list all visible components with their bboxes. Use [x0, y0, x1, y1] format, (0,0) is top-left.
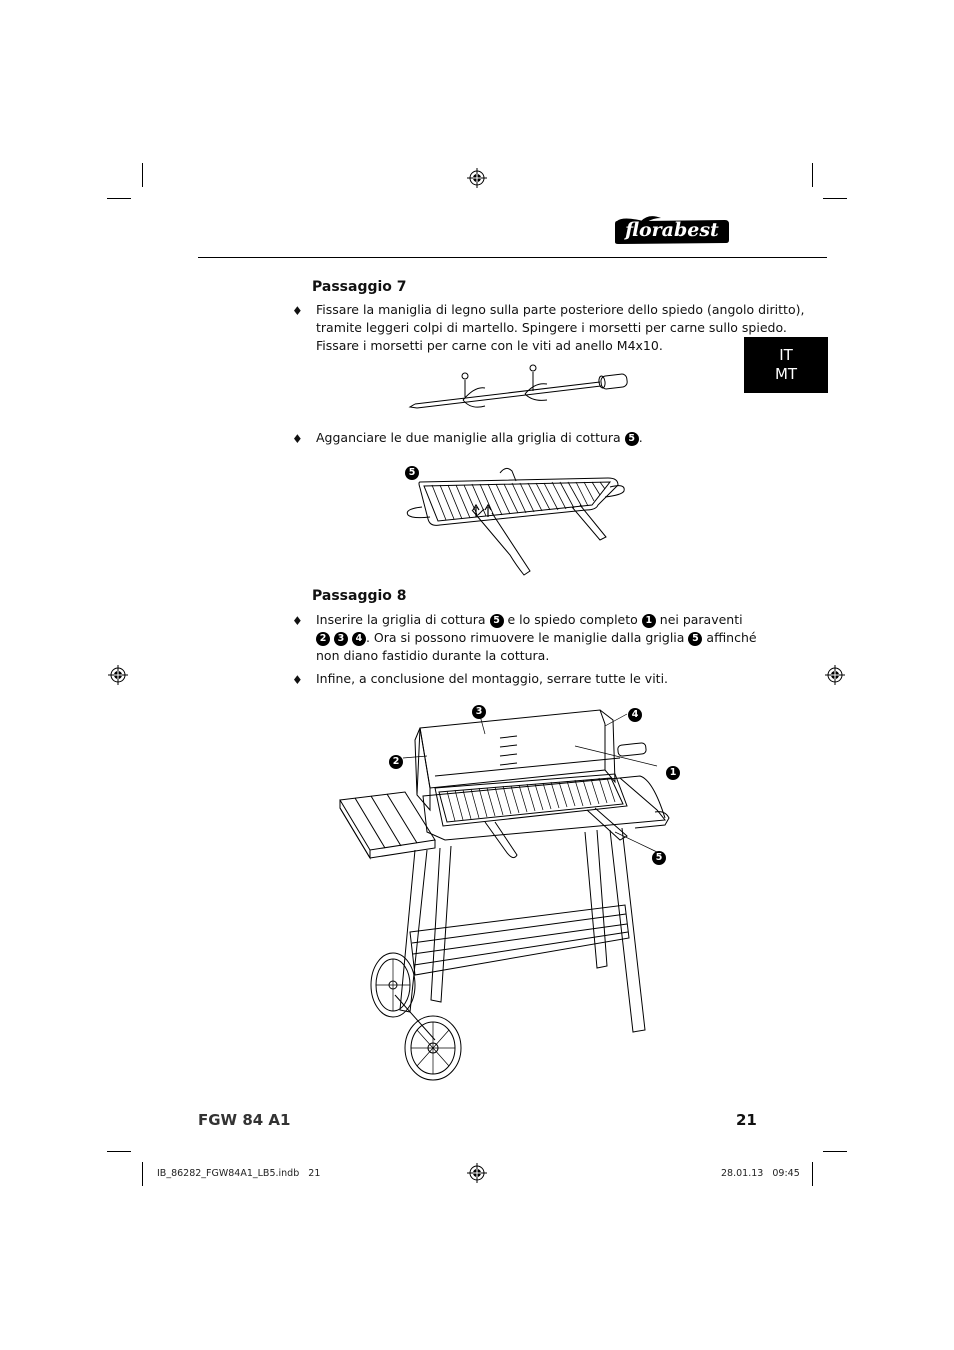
footer-file-info: IB_86282_FGW84A1_LB5.indb 21: [157, 1168, 321, 1179]
bullet-diamond-icon: ♦: [292, 432, 303, 446]
ref-number-badge: 5: [625, 432, 639, 446]
ref-number-badge: 5: [405, 466, 419, 480]
step7-bullet1: [316, 301, 805, 355]
spit-figure: [405, 360, 645, 415]
ref-number-badge: 1: [642, 614, 656, 628]
brand-logo: florabest: [613, 215, 731, 246]
footer-model: FGW 84 A1: [198, 1111, 291, 1129]
page-number: 21: [736, 1111, 757, 1129]
crop-mark: [142, 163, 143, 187]
language-tab-line2: MT: [774, 365, 798, 383]
figure-label-4: [628, 703, 642, 722]
step8-text-line3: non diano fastidio durante la cottura.: [316, 648, 550, 663]
ref-number-badge: 5: [652, 851, 666, 865]
crop-mark: [107, 198, 131, 199]
registration-mark-icon: [108, 665, 128, 685]
step8-text-3: nei paraventi: [659, 612, 743, 627]
bullet-diamond-icon: ♦: [292, 673, 303, 687]
step7-bullet2-text: Agganciare le due maniglie alla griglia di cottura: [316, 430, 621, 445]
ref-number-badge: 3: [472, 705, 486, 719]
step7-heading: Passaggio 7: [312, 279, 407, 295]
bullet-diamond-icon: ♦: [292, 304, 303, 318]
ref-number-badge: 3: [334, 632, 348, 646]
ref-number-badge: 2: [316, 632, 330, 646]
bullet-diamond-icon: ♦: [292, 614, 303, 628]
crop-mark: [823, 198, 847, 199]
barbecue-figure: [335, 700, 680, 1085]
ref-number-badge: 1: [666, 766, 680, 780]
ref-number-badge: 5: [490, 614, 504, 628]
crop-mark: [812, 163, 813, 187]
step8-text-1: Inserire la griglia di cottura: [316, 612, 486, 627]
registration-mark-icon: [467, 1163, 487, 1183]
figure-label-3: [472, 700, 486, 719]
step7-bullet1-line3: Fissare i morsetti per carne con le viti ad anello M4x10.: [316, 338, 663, 353]
figure-label-grill: [405, 461, 419, 480]
figure-label-5: [652, 846, 666, 865]
registration-mark-icon: [467, 168, 487, 188]
step8-bullet2: Infine, a conclusione del montaggio, serrare tutte le viti.: [316, 671, 669, 686]
step8-bullet1: [316, 611, 757, 665]
crop-mark: [142, 1162, 143, 1186]
crop-mark: [812, 1162, 813, 1186]
step7-bullet2: [316, 429, 643, 447]
step8-text-4: . Ora si possono rimuovere le maniglie dalla griglia: [365, 630, 685, 645]
ref-number-badge: 5: [688, 632, 702, 646]
step7-bullet1-line2: tramite leggeri colpi di martello. Spingere i morsetti per carne sullo spiedo.: [316, 320, 787, 335]
crop-mark: [107, 1151, 131, 1152]
figure-label-2: [389, 750, 403, 769]
ref-number-badge: 2: [389, 755, 403, 769]
step8-text-5: affinché: [706, 630, 757, 645]
step7-bullet1-line1: Fissare la maniglia di legno sulla parte posteriore dello spiedo (angolo diritto),: [316, 302, 805, 317]
ref-number-badge: 4: [352, 632, 366, 646]
figure-label-1: [666, 761, 680, 780]
header-rule: [198, 257, 827, 258]
grill-handles-figure: [400, 455, 640, 585]
ref-number-badge: 4: [628, 708, 642, 722]
step8-text-2: e lo spiedo completo: [507, 612, 638, 627]
footer-date-time: 28.01.13 09:45: [721, 1168, 800, 1179]
crop-mark: [823, 1151, 847, 1152]
step8-heading: Passaggio 8: [312, 588, 407, 604]
language-tab-line1: IT: [779, 346, 793, 364]
language-tab: [744, 337, 828, 393]
step7-bullet2-end: .: [638, 430, 643, 445]
registration-mark-icon: [825, 665, 845, 685]
